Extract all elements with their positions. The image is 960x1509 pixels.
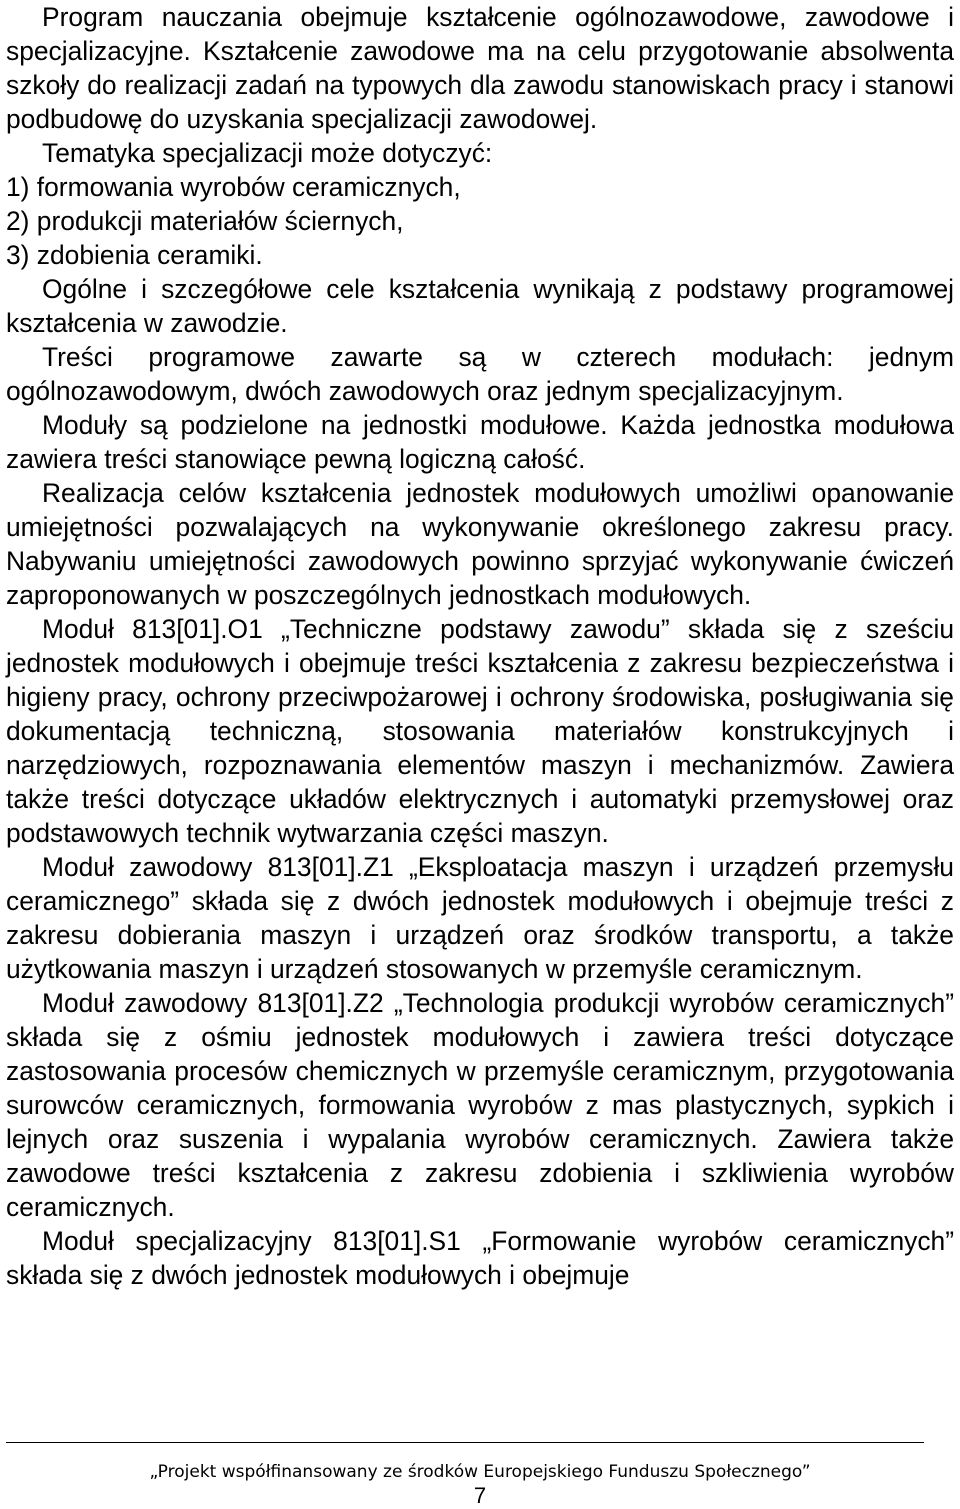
paragraph-goals: Ogólne i szczegółowe cele kształcenia wynikają z podstawy programowej kształcenia w zawodzie.: [6, 274, 954, 338]
paragraph-module-o1: Moduł 813[01].O1 „Techniczne podstawy zawodu” składa się z sześciu jednostek modułowych i obejmuje treści kształcenia z zakresu bezpieczeństwa i higieny pracy, ochrony przeciwpożarowej i ochrony środowiska, posługiwania się dokumentacją techniczną, stosowania materiałów konstrukcyjnych i narzędziowych, rozpoznawania elementów maszyn i mechanizmów. Zawiera także treści dotyczące układów elektrycznych i automatyki przemysłowej oraz podstawowych technik wytwarzania części maszyn.: [6, 614, 954, 848]
paragraph-specialization-topics: Tematyka specjalizacji może dotyczyć:: [42, 138, 493, 168]
list-item-3: 3) zdobienia ceramiki.: [6, 240, 263, 270]
paragraph-module-z1: Moduł zawodowy 813[01].Z1 „Eksploatacja maszyn i urządzeń przemysłu ceramicznego” składa się z dwóch jednostek modułowych i obejmuje treści z zakresu dobierania maszyn i urządzeń oraz środków transportu, a także użytkowania maszyn i urządzeń stosowanych w przemyśle ceramicznym.: [6, 852, 954, 984]
document-body: [6, 0, 954, 1292]
footer-project-note: „Projekt współfinansowany ze środków Europejskiego Funduszu Społecznego”: [149, 1462, 811, 1482]
paragraph-content-modules: Treści programowe zawarte są w czterech modułach: jednym ogólnozawodowym, dwóch zawodowych oraz jednym specjalizacyjnym.: [6, 342, 954, 406]
paragraph-realization: Realizacja celów kształcenia jednostek modułowych umożliwi opanowanie umiejętności pozwalających na wykonywanie określonego zakresu pracy. Nabywaniu umiejętności zawodowych powinno sprzyjać wykonywanie ćwiczeń zaproponowanych w poszczególnych jednostkach modułowych.: [6, 478, 954, 610]
footer-divider: [6, 1442, 924, 1443]
list-item-2: 2) produkcji materiałów ściernych,: [6, 206, 404, 236]
list-item-1: 1) formowania wyrobów ceramicznych,: [6, 172, 461, 202]
paragraph-module-units: Moduły są podzielone na jednostki modułowe. Każda jednostka modułowa zawiera treści stanowiące pewną logiczną całość.: [6, 410, 954, 474]
paragraph-module-z2: Moduł zawodowy 813[01].Z2 „Technologia produkcji wyrobów ceramicznych” składa się z ośmiu jednostek modułowych i zawiera treści dotyczące zastosowania procesów chemicznych w przemyśle ceramicznym, przygotowania surowców ceramicznych, formowania wyrobów z mas plastycznych, sypkich i lejnych oraz suszenia i wypalania wyrobów ceramicznych. Zawiera także zawodowe treści kształcenia z zakresu zdobienia i szkliwienia wyrobów ceramicznych.: [6, 988, 954, 1222]
paragraph-program-intro: Program nauczania obejmuje kształcenie ogólnozawodowe, zawodowe i specjalizacyjne. Kształcenie zawodowe ma na celu przygotowanie absolwenta szkoły do realizacji zadań na typowych dla zawodu stanowiskach pracy i stanowi podbudowę do uzyskania specjalizacji zawodowej.: [6, 2, 954, 134]
paragraph-module-s1: Moduł specjalizacyjny 813[01].S1 „Formowanie wyrobów ceramicznych” składa się z dwóch jednostek modułowych i obejmuje: [6, 1226, 954, 1290]
page-number: 7: [473, 1483, 487, 1508]
